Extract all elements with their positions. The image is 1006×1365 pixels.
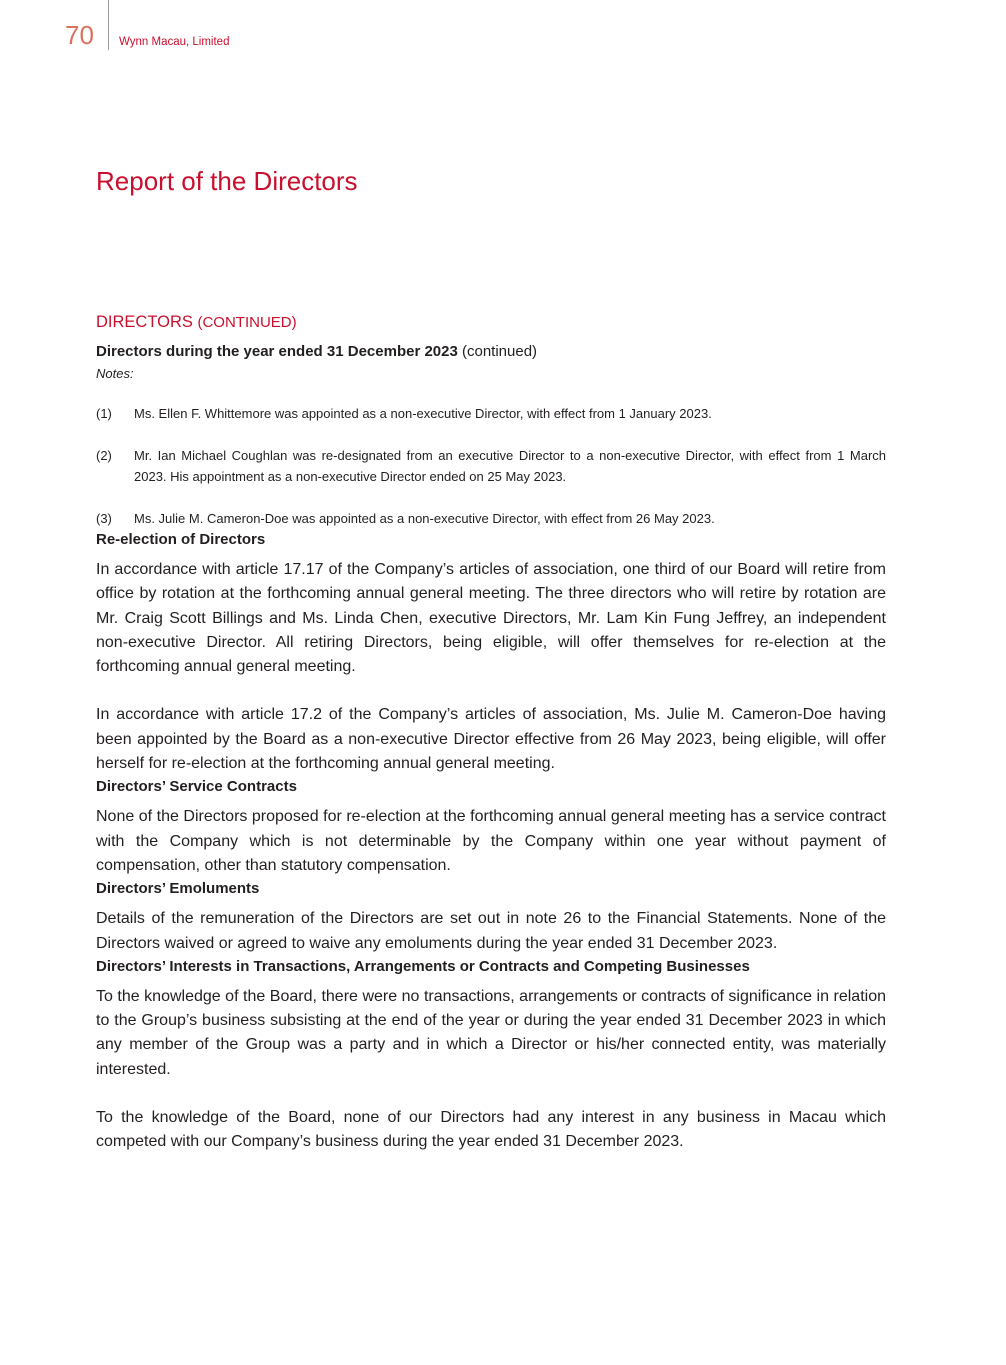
note-text: Ms. Julie M. Cameron-Doe was appointed as a non-executive Director, with effect from 26 May 2023. [134, 511, 715, 526]
interests-heading: Directors’ Interests in Transactions, Arrangements or Contracts and Competing Businesses [96, 957, 750, 975]
subheading-text: Directors during the year ended 31 December 2023 [96, 343, 458, 360]
reelection-paragraph-2: In accordance with article 17.2 of the Company’s articles of association, Ms. Julie M. Cameron-Doe having been appointed by the Board as a non-executive Director effective from 26 May 2023, being eligible, will offer herself for re-election at the forthcoming annual general meeting. [96, 706, 886, 773]
section-heading-text: DIRECTORS [96, 313, 193, 331]
note-number: (2) [96, 448, 112, 463]
page-number: 70 [65, 20, 94, 50]
emoluments-paragraph: Details of the remuneration of the Directors are set out in note 26 to the Financial Statements. None of the Directors waived or agreed to waive any emoluments during the year ended 31 December 2023. [96, 910, 886, 952]
reelection-paragraph-1: In accordance with article 17.17 of the Company’s articles of association, one third of our Board will retire from office by rotation at the forthcoming annual general meeting. The three directors who will retire by rotation are Mr. Craig Scott Billings and Ms. Linda Chen, executive Directors, Mr. Lam Kin Fung Jeffrey, an independent non-executive Director. All retiring Directors, being eligible, will offer themselves for re-election at the forthcoming annual general meeting. [96, 561, 886, 676]
note-item [96, 445, 886, 487]
section-heading-suffix: (CONTINUED) [197, 314, 297, 331]
subheading-suffix: (continued) [462, 343, 538, 360]
page-title: Report of the Directors [96, 166, 358, 196]
report-content [96, 311, 886, 1155]
service-contracts-heading: Directors’ Service Contracts [96, 778, 297, 796]
emoluments-heading: Directors’ Emoluments [96, 880, 260, 898]
note-text: Mr. Ian Michael Coughlan was re-designated from an executive Director to a non-executive Director, with effect from 1 March 2023. His appointment as a non-executive Director ended on 25 May 2023. [134, 448, 886, 484]
notes-label: Notes: [96, 366, 134, 381]
reelection-heading: Re-election of Directors [96, 531, 266, 548]
header-divider [108, 0, 109, 50]
interests-paragraph-2: To the knowledge of the Board, none of our Directors had any interest in any business in Macau which competed with our Company’s business during the year ended 31 December 2023. [96, 1109, 886, 1151]
section-heading [96, 311, 886, 334]
interests-paragraph-1: To the knowledge of the Board, there were no transactions, arrangements or contracts of significance in relation to the Group’s business subsisting at the end of the year or during the year ended 31 December 2023 in which any member of the Group was a party and in which a Director or his/her connected entity, was materially interested. [96, 987, 886, 1078]
note-text: Ms. Ellen F. Whittemore was appointed as a non-executive Director, with effect from 1 January 2023. [134, 406, 712, 421]
note-item [96, 508, 886, 529]
note-number: (1) [96, 406, 112, 421]
service-contracts-paragraph: None of the Directors proposed for re-election at the forthcoming annual general meeting has a service contract with the Company which is not determinable by the Company within one year without payment of compensation, other than statutory compensation. [96, 808, 886, 874]
note-item [96, 403, 886, 424]
note-number: (3) [96, 511, 112, 526]
company-name: Wynn Macau, Limited [119, 36, 230, 48]
section-subheading [96, 341, 886, 363]
